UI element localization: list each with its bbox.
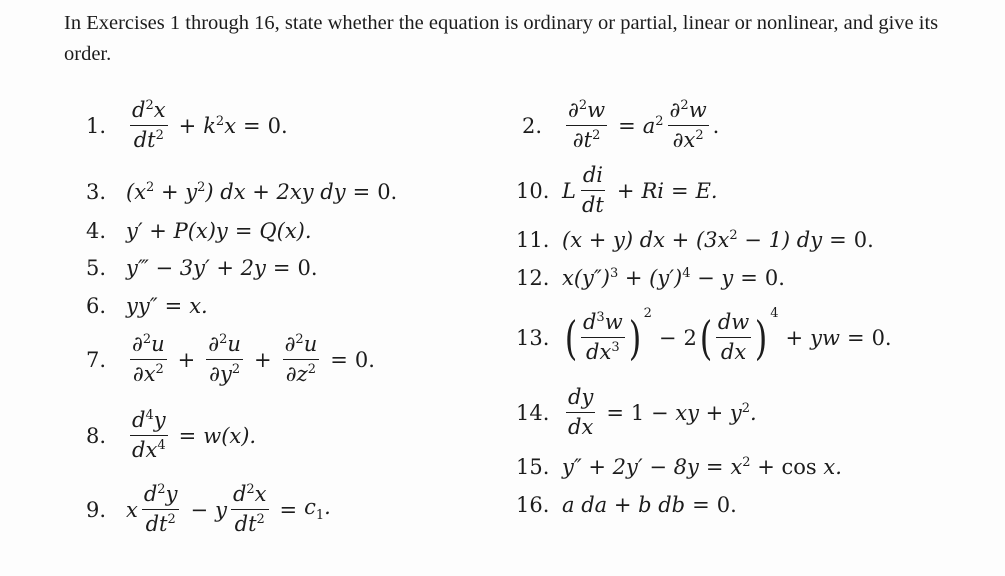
exercise-number: 8. [86, 423, 107, 448]
exercise-number: 15. [516, 455, 550, 479]
exercise-number: 10. [516, 178, 550, 203]
exercise-number: 1. [86, 113, 107, 138]
exercise-9: 9. x $\frac{d^2y}{dt^2}$ − y $\frac{d^2x}{dt^2}$ = $c_1$. [86, 482, 331, 536]
exercise-12: 12. $x(y'')^3 + (y')^4 - y$ = 0. [516, 266, 785, 290]
exercise-16: 16. a da + b db = 0. [516, 493, 737, 517]
exercise-14: 14. $\frac{dy}{dx}$ = 1 − xy + $y^2$. [516, 385, 757, 439]
exercise-number: 7. [86, 347, 107, 372]
exercise-number: 4. [86, 219, 107, 243]
exercise-number: 13. [516, 325, 550, 350]
exercise-6: 6. yy″ = x. [86, 294, 208, 318]
exercise-number: 9. [86, 497, 107, 522]
exercise-15: 15. y″ + 2y′ − 8y = $x^2$ + cos x. [516, 455, 842, 479]
exercise-5: 5. y‴ − 3y′ + 2y = 0. [86, 256, 318, 280]
exercise-number: 3. [86, 180, 107, 204]
exercise-4: 4. y′ + P(x)y = Q(x). [86, 219, 312, 243]
exercise-number: 12. [516, 266, 550, 290]
exercise-8: 8. $\frac{d^4y}{dx^4}$ = w(x). [86, 408, 257, 462]
exercise-3: 3. $(x^2 + y^2)$ dx + 2xy dy = 0. [86, 180, 398, 204]
exercise-7: 7. $\frac{\partial^2u}{\partial x^2}$ + $\frac{\partial^2u}{\partial y^2}$ + $\frac{\partial^2u}{\partial z^2}$ = 0. [86, 332, 375, 386]
exercise-11: 11. (x + y) dx + $(3x^2 - 1)$ dy = 0. [516, 228, 874, 252]
instructions-text: In Exercises 1 through 16, state whether the equation is ordinary or partial, linear or nonlinear, and give its order. [64, 12, 939, 65]
exercise-number: 16. [516, 493, 550, 517]
exercise-number: 11. [516, 228, 550, 252]
exercise-number: 2. [522, 113, 543, 138]
exercise-10: 10. L $\frac{di}{dt}$ + Ri = E. [516, 163, 718, 217]
exercise-2: 2. $\frac{\partial^2w}{\partial t^2}$ = $a^2$ $\frac{\partial^2w}{\partial x^2}$ . [522, 98, 720, 152]
exercise-13: 13. ( $\frac{d^3w}{dx^3}$ ) 2 − 2 ( $\frac{dw}{dx}$ ) 4 + yw = 0. [516, 306, 892, 365]
exercise-number: 5. [86, 256, 107, 280]
exercise-number: 14. [516, 400, 550, 425]
exercise-1: 1. $\frac{d^2x}{dt^2}$ + $k^2x$ = 0. [86, 98, 288, 152]
exercise-number: 6. [86, 294, 107, 318]
